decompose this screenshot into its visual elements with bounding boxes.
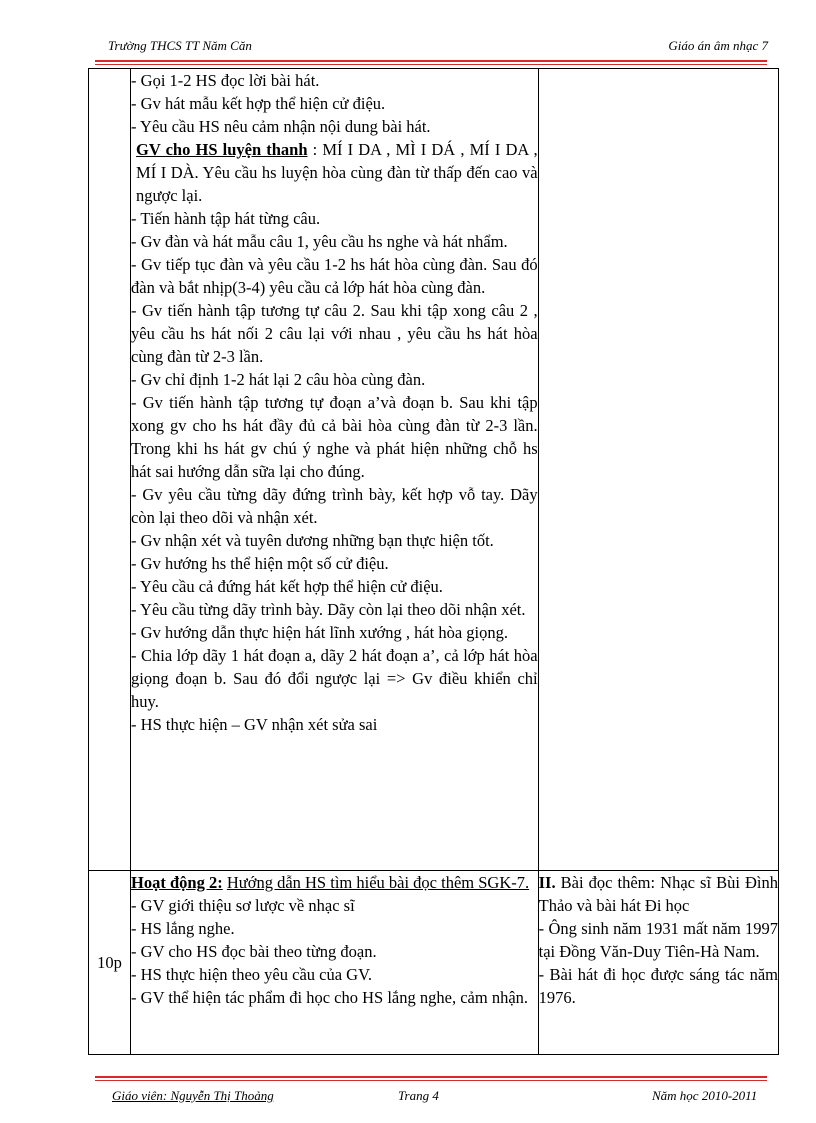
list-item: - HS thực hiện – GV nhận xét sửa sai [131, 715, 378, 734]
list-item: - Ông sinh năm 1931 mất năm 1997 tại Đồng Văn-Duy Tiên-Hà Nam. [538, 919, 778, 961]
list-item: - Chia lớp dãy 1 hát đoạn a, dãy 2 hát đoạn a’, cả lớp hát hòa giọng đoạn b. Sau đó đổi ngược lại => Gv điều khiển chỉ huy. [131, 646, 538, 711]
list-item: - Gv chỉ định 1-2 hát lại 2 câu hòa cùng đàn. [131, 370, 426, 389]
activity-title: Hướng dẫn HS tìm hiểu bài đọc thêm SGK-7. [226, 873, 530, 892]
list-item: - Yêu cầu HS nêu cảm nhận nội dung bài hát. [131, 117, 431, 136]
list-item: - HS lắng nghe. [131, 919, 235, 938]
header-divider [95, 60, 767, 62]
footer-teacher: Giáo viên: Nguyễn Thị Thoảng [112, 1088, 274, 1103]
header-school: Trường THCS TT Năm Căn [108, 38, 252, 53]
list-item: - Yêu cầu cả đứng hát kết hợp thể hiện cử điệu. [131, 577, 443, 596]
list-item: - Gv hướng hs thể hiện một số cử điệu. [131, 554, 389, 573]
list-item: - Bài hát đi học được sáng tác năm 1976. [538, 965, 778, 1007]
activity-cell [131, 871, 539, 1055]
list-item: - Tiến hành tập hát từng câu. [131, 209, 321, 228]
activity-label: Hoạt động 2: [131, 873, 223, 892]
table-row [89, 69, 779, 871]
content-cell [538, 871, 778, 1055]
time-cell: 10p [89, 871, 131, 1055]
list-item: - Gv nhận xét và tuyên dương những bạn thực hiện tốt. [131, 531, 494, 550]
header-title: Giáo án âm nhạc 7 [668, 38, 768, 53]
list-item: - Gv hướng dẫn thực hiện hát lĩnh xướng , hát hòa giọng. [131, 623, 509, 642]
time-cell [89, 69, 131, 871]
warmup-label: GV cho HS luyện thanh [136, 140, 308, 159]
activity-cell [131, 69, 539, 871]
list-item: - Gv hát mẫu kết hợp thể hiện cử điệu. [131, 94, 386, 113]
footer-page: Trang 4 [398, 1088, 439, 1103]
list-item: - Yêu cầu từng dãy trình bày. Dãy còn lại theo dõi nhận xét. [131, 600, 526, 619]
table-row [89, 871, 779, 1055]
footer-divider [95, 1076, 767, 1078]
content-cell [538, 69, 778, 871]
list-item: - GV thể hiện tác phẩm đi học cho HS lắng nghe, cảm nhận. [131, 988, 529, 1007]
footer-year: Năm học 2010-2011 [652, 1088, 758, 1103]
list-item: - GV cho HS đọc bài theo từng đoạn. [131, 942, 377, 961]
activity-heading [131, 871, 538, 894]
list-item: - HS thực hiện theo yêu cầu của GV. [131, 965, 372, 984]
warmup-text: : MÍ I DA , MÌ I DÁ , MÍ I DA , MÍ I DÀ. Yêu cầu hs luyện hòa cùng đàn từ thấp đến cao và ngược lại. [136, 140, 538, 205]
footer-divider-2 [95, 1080, 767, 1082]
content-title: Bài đọc thêm: Nhạc sĩ Bùi Đình Thảo và bài hát Đi học [538, 873, 778, 915]
warmup-paragraph [131, 138, 538, 207]
list-item: - GV giới thiệu sơ lược về nhạc sĩ [131, 896, 355, 915]
list-item: - Gv đàn và hát mẫu câu 1, yêu cầu hs nghe và hát nhẩm. [131, 232, 508, 251]
lesson-table [88, 68, 779, 1055]
header-divider-2 [95, 64, 767, 66]
list-item: - Gv tiến hành tập tương tự đoạn a’và đoạn b. Sau khi tập xong gv cho hs hát đầy đủ cả bài hòa cùng đàn từ 2-3 lần. Trong khi hs hát gv chú ý nghe và phát hiện những chỗ hs hát sai hướng dẫn sữa lại cho đúng. [131, 393, 538, 481]
list-item: - Gv yêu cầu từng dãy đứng trình bày, kết hợp vỗ tay. Dãy còn lại theo dõi và nhận xét. [131, 485, 538, 527]
list-item: - Gv tiến hành tập tương tự câu 2. Sau khi tập xong câu 2 , yêu cầu hs hát nối 2 câu lại với nhau , yêu cầu hs hát hòa cùng đàn từ 2-3 lần. [131, 301, 538, 366]
content-heading [539, 871, 778, 917]
list-item: - Gọi 1-2 HS đọc lời bài hát. [131, 71, 320, 90]
content-label: II. [538, 873, 556, 892]
list-item: - Gv tiếp tục đàn và yêu cầu 1-2 hs hát hòa cùng đàn. Sau đó đàn và bắt nhịp(3-4) yêu cầu cả lớp hát hòa cùng đàn. [131, 255, 538, 297]
